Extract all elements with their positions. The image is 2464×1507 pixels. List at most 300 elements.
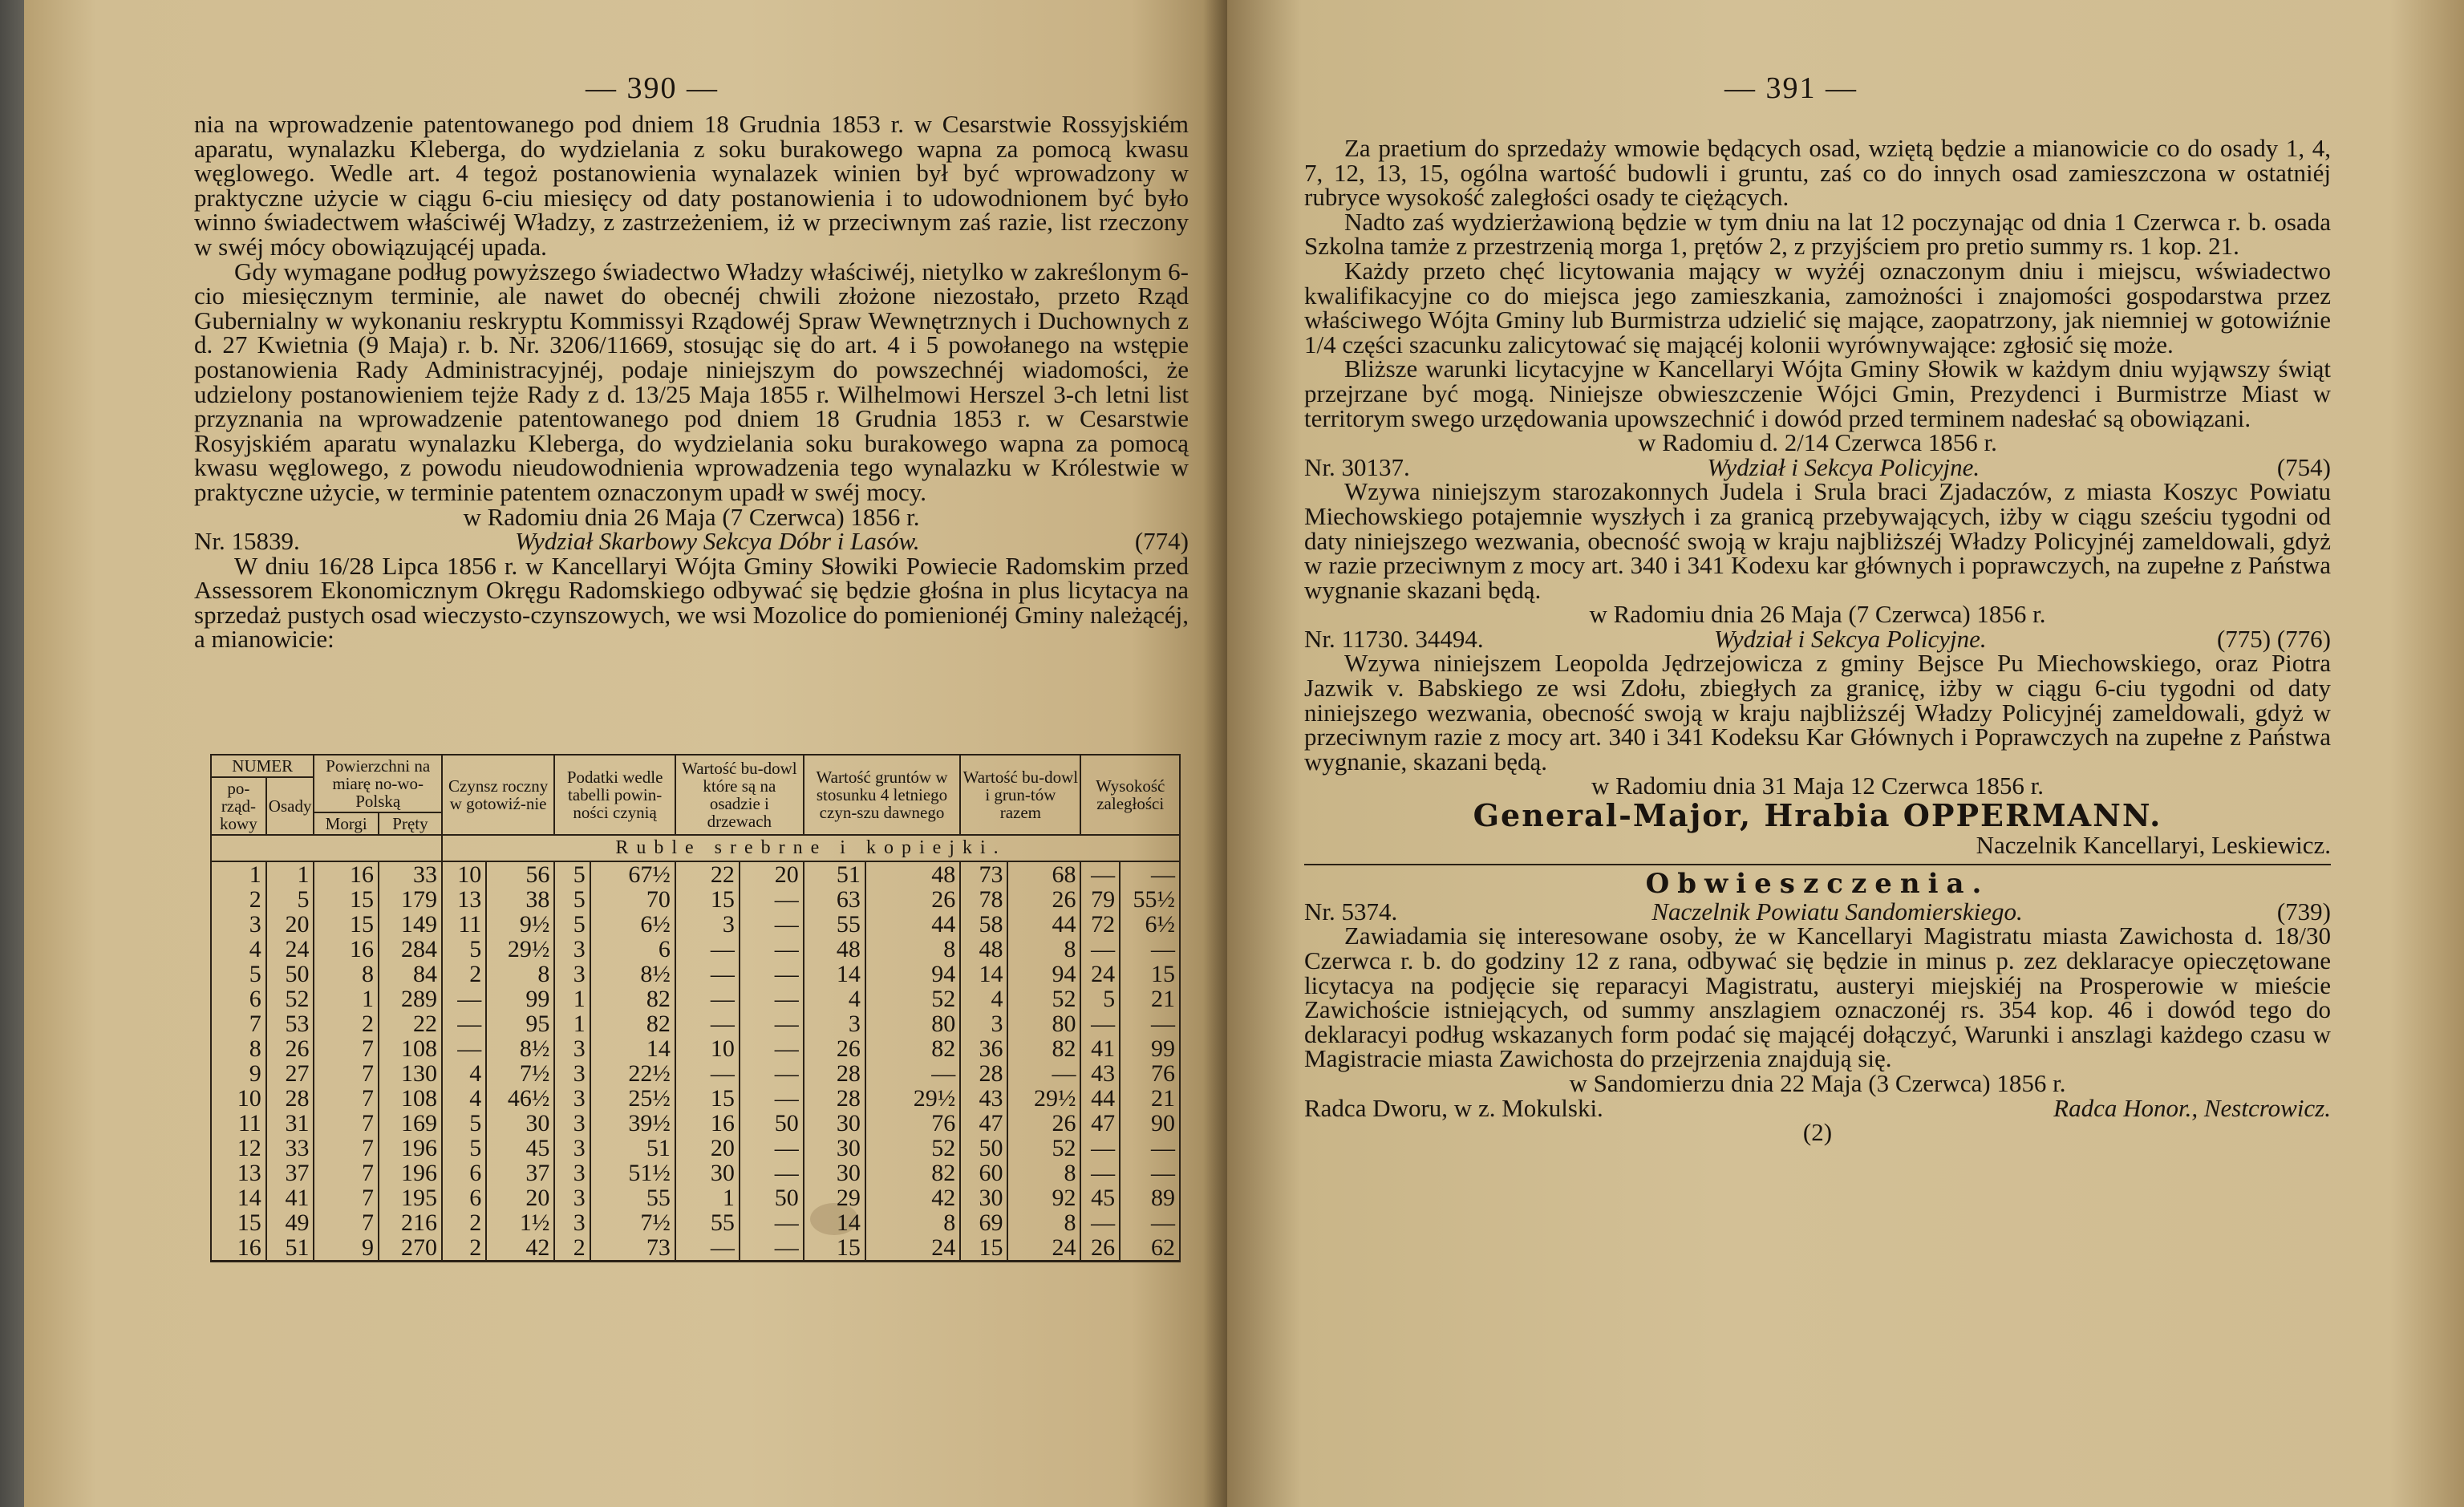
table-cell: — (1080, 861, 1120, 887)
table-cell: 43 (960, 1086, 1007, 1111)
table-cell: 45 (486, 1136, 554, 1161)
table-cell: 3 (675, 912, 740, 937)
table-cell: 50 (960, 1136, 1007, 1161)
col-header-podatki: Podatki wedle tabelli powin-ności czynią (554, 755, 675, 835)
col-header-wartosc-budowli: Wartość bu-dowl które są na osadzie i drzewach (675, 755, 804, 835)
table-cell: 47 (960, 1111, 1007, 1136)
ref-department: Wydział Skarbowy Sekcya Dóbr i Lasów. (515, 527, 920, 556)
table-cell: 15 (211, 1210, 266, 1235)
table-cell: 21 (1120, 986, 1180, 1011)
table-cell: 56 (486, 861, 554, 887)
table-cell: — (1080, 1161, 1120, 1185)
table-cell: 179 (379, 887, 442, 912)
table-cell: 51 (804, 861, 865, 887)
table-cell: 45 (1080, 1185, 1120, 1210)
table-cell: 79 (1080, 887, 1120, 912)
table-cell: 20 (675, 1136, 740, 1161)
table-cell: — (1080, 1011, 1120, 1036)
table-cell: 8 (1007, 1161, 1080, 1185)
table-cell: 94 (865, 962, 960, 986)
table-cell: 20 (740, 861, 804, 887)
table-cell: — (740, 1136, 804, 1161)
paragraph: Gdy wymagane podług powyższego świadectwo Władzy właściwéj, nietylko w zakreślonym 6-cio miesięcznym terminie, ale nawet do obecnéj chwili złożone niezostało, przeto Rząd Gubernialny w wykonaniu reskryptu Kommissyi Rządowéj Spraw Wewnętrznych i Duchownych z d. 27 Kwietnia (9 Maja) r. b. Nr. 3206/11669, stosując się do art. 4 i 5 powołanego na wstępie postanowienia Rady Administracyjnéj, podaje niniejszym do powszechnéj wiadomości, że udzielony postanowieniem tejże Rady z d. 13/25 Maja 1855 r. Wilhelmowi Herszel 3-ch letni list przyznania na wprowadzenie patentowanego pod dniem 18 Grudnia 1853 r. w Cesarstwie Rosyjskiém aparatu wynalazku Kleberga, do wydzielania soku burakowego wapna za pomocą kwasu węglowego, z powodu nieudowodnienia wprowadzenia tego wynalazku w Królestwie w praktyczne użycie, w terminie patentem oznaczonym upadł w swéj mocy. (194, 257, 1189, 506)
table-row (211, 1235, 1180, 1262)
table-cell: 5 (554, 887, 590, 912)
table-cell: — (1080, 1210, 1120, 1235)
table-cell: 11 (442, 912, 486, 937)
table-cell: — (740, 1161, 804, 1185)
table-cell: 8½ (486, 1036, 554, 1061)
table-cell: 55½ (1120, 887, 1180, 912)
table-cell: 6½ (1120, 912, 1180, 937)
table-cell: 11 (211, 1111, 266, 1136)
table-cell: 52 (1007, 986, 1080, 1011)
right-page (1227, 0, 2464, 1507)
settlement-table (210, 754, 1181, 1262)
table-cell: 5 (442, 1136, 486, 1161)
table-cell: 44 (1007, 912, 1080, 937)
table-cell: 15 (804, 1235, 865, 1262)
table-cell: 15 (314, 887, 379, 912)
table-cell: 44 (1080, 1086, 1120, 1111)
table-cell: 99 (486, 986, 554, 1011)
table-cell: 8 (1007, 937, 1080, 962)
table-cell: 24 (266, 937, 314, 962)
ref-department: Wydział i Sekcya Policyjne. (1713, 624, 1987, 653)
reference-line (1304, 452, 2331, 481)
table-cell: 26 (1007, 1111, 1080, 1136)
table-cell: 72 (1080, 912, 1120, 937)
table-row (211, 887, 1180, 912)
table-cell: — (1080, 1136, 1120, 1161)
table-cell: 7 (314, 1185, 379, 1210)
table-cell: 28 (960, 1061, 1007, 1086)
ref-department: Naczelnik Powiatu Sandomierskiego. (1651, 897, 2023, 926)
ref-number: Nr. 11730. 34494. (1304, 624, 1484, 653)
table-cell: 82 (590, 1011, 675, 1036)
table-row (211, 912, 1180, 937)
table-cell: 284 (379, 937, 442, 962)
table-cell: 9½ (486, 912, 554, 937)
table-cell: 73 (960, 861, 1007, 887)
table-cell: 33 (379, 861, 442, 887)
table-cell: 6 (590, 937, 675, 962)
table-cell: 48 (804, 937, 865, 962)
divider (1304, 864, 2331, 865)
table-cell: 37 (266, 1161, 314, 1185)
table-cell: 50 (266, 962, 314, 986)
table-cell: 26 (865, 887, 960, 912)
table-cell: 14 (804, 962, 865, 986)
table-cell: 50 (740, 1185, 804, 1210)
ref-code: (775) (776) (2216, 624, 2331, 653)
left-text-column (194, 112, 1189, 652)
table-cell: 69 (960, 1210, 1007, 1235)
reference-line (1304, 624, 2331, 653)
table-cell: — (740, 986, 804, 1011)
table-cell: 30 (675, 1161, 740, 1185)
table-cell: 10 (442, 861, 486, 887)
table-cell: 41 (1080, 1036, 1120, 1061)
table-cell: 25½ (590, 1086, 675, 1111)
table-cell: 7 (314, 1210, 379, 1235)
table-cell: — (865, 1061, 960, 1086)
table-cell: 196 (379, 1136, 442, 1161)
table-cell: 31 (266, 1111, 314, 1136)
table-cell: 38 (486, 887, 554, 912)
table-cell: 9 (211, 1061, 266, 1086)
unit-label: Ruble srebrne i kopiejki. (442, 835, 1180, 861)
table-row (211, 1185, 1180, 1210)
table-cell: 8½ (590, 962, 675, 986)
date-line: w Radomiu dnia 26 Maja (7 Czerwca) 1856 r. (463, 502, 920, 531)
table-cell: 4 (960, 986, 1007, 1011)
table-row (211, 1111, 1180, 1136)
paragraph: W dniu 16/28 Lipca 1856 r. w Kancellaryi Wójta Gminy Słowiki Powiecie Radomskim przed Assessorem Ekonomicznym Okręgu Radomskiego odbywać się będzie głośna in plus licytacya na sprzedaż pustych osad wieczysto-czynszowych, we wsi Mozolice do pomienionéj Gminy należącéj, a mianowicie: (194, 551, 1189, 654)
table-cell: 7 (211, 1011, 266, 1036)
table-cell: 48 (960, 937, 1007, 962)
table-cell: 42 (865, 1185, 960, 1210)
table-cell: 108 (379, 1036, 442, 1061)
table-cell: 289 (379, 986, 442, 1011)
table-cell: 26 (1080, 1235, 1120, 1262)
date-line: w Sandomierzu dnia 22 Maja (3 Czerwca) 1856 r. (1569, 1068, 2066, 1097)
date-line: w Radomiu d. 2/14 Czerwca 1856 r. (1638, 428, 1997, 457)
table-cell: — (740, 1235, 804, 1262)
table-cell: — (675, 1011, 740, 1036)
table-cell: 51½ (590, 1161, 675, 1185)
table-cell: — (675, 1235, 740, 1262)
table-cell: 1 (675, 1185, 740, 1210)
table-cell: 6½ (590, 912, 675, 937)
table-cell: 8 (486, 962, 554, 986)
table-row (211, 1061, 1180, 1086)
table-cell: 1 (211, 861, 266, 887)
table-cell: 7½ (486, 1061, 554, 1086)
table-cell: — (1120, 1161, 1180, 1185)
table-cell: 270 (379, 1235, 442, 1262)
table-cell: 55 (675, 1210, 740, 1235)
table-cell: 5 (554, 861, 590, 887)
table-cell: 13 (211, 1161, 266, 1185)
signature-general: General-Major, Hrabia OPPERMANN. (1473, 797, 2162, 834)
table-row (211, 1086, 1180, 1111)
table-cell: 15 (314, 912, 379, 937)
table-cell: 29½ (1007, 1086, 1080, 1111)
paragraph: Zawiadamia się interesowane osoby, że w Kancellaryi Magistratu miasta Zawichosta d. 18/30 Czerwca r. b. do godziny 12 z rana, odbywać się będzie in minus p. zez deklaracye opieczętowane licytacya na podjęcie się reparacyi Magistratu, austeryi miejskiéj na Prosperowie w mieście Zawichoście istniejących, od summy anszlagiem oznaczonéj rs. 354 kop. 46 i dowód tego do deklaracyi podług wskazanych form podać się mającéj dołączyć, Warunki i anszlagi każdego czasu w Magistracie miasta Zawichosta do przejrzenia znajdują się. (1304, 922, 2331, 1073)
paragraph: Bliższe warunki licytacyjne w Kancellaryi Wójta Gminy Słowik w każdym dniu wyjąwszy świąt przejrzane być mogą. Niniejsze obwieszczenie Wójci Gmin, Prezydenci i Burmistrze Miast w territorym swego urzędowania upowszechnić i dowód przed terminem nadesłać są obowiązani. (1304, 354, 2331, 432)
table-cell: 55 (804, 912, 865, 937)
table-cell: 6 (442, 1185, 486, 1210)
table-cell: — (740, 912, 804, 937)
table-cell: 7 (314, 1061, 379, 1086)
table-cell: 5 (1080, 986, 1120, 1011)
paragraph: Wzywa niniejszem Leopolda Jędrzejowicza z gminy Bejsce Pu Miechowskiego, oraz Piotra Jazwik v. Babskiego ze wsi Zdołu, zbiegłych za granicę, iżby w ciągu 6-ciu tygodni od daty niniejszego wezwania, obecność swoją w kraju najbliższéj Władzy Policyjnéj zameldowali, gdyż w przeciwnym razie z mocy art. 340 i 341 Kodeksu Kar Głównych i Poprawczych na zupełne z Państwa wygnanie, skazani będą. (1304, 649, 2331, 776)
table-cell: 60 (960, 1161, 1007, 1185)
table-cell: 39½ (590, 1111, 675, 1136)
table-cell: 5 (442, 1111, 486, 1136)
table-cell: 68 (1007, 861, 1080, 887)
table-cell: 149 (379, 912, 442, 937)
table-cell: 28 (266, 1086, 314, 1111)
paragraph: nia na wprowadzenie patentowanego pod dniem 18 Grudnia 1853 r. w Cesarstwie Rossyjskiém aparatu, wynalazku Kleberga, do wydzielania z soku burakowego wapna za pomocą kwasu węglowego. Wedle art. 4 tegoż postanowienia wynalazek winien był być wprowadzony w praktyczne użycie w ciągu 6-ciu miesięcy od daty postanowienia i to udowodnionem być było winno świadectwem właściwéj Władzy, z zastrzeżeniem, iż w przeciwnym zaś razie, list rzeczony w swéj mócy obowiązującéj upada. (194, 110, 1189, 261)
table-cell: 16 (314, 861, 379, 887)
table-cell: — (1120, 1011, 1180, 1036)
table-cell: 13 (442, 887, 486, 912)
table-cell: 3 (554, 937, 590, 962)
table-cell: 26 (1007, 887, 1080, 912)
table-cell: 30 (486, 1111, 554, 1136)
table-cell: 30 (804, 1111, 865, 1136)
table-cell: 58 (960, 912, 1007, 937)
table-cell: 82 (590, 986, 675, 1011)
table-cell: 22 (675, 861, 740, 887)
table-cell: 24 (1007, 1235, 1080, 1262)
ref-number: Nr. 15839. (194, 527, 300, 556)
table-cell: 7 (314, 1086, 379, 1111)
table-cell: 27 (266, 1061, 314, 1086)
table-cell: 43 (1080, 1061, 1120, 1086)
table-cell: 89 (1120, 1185, 1180, 1210)
sign-left: Radca Dworu, w z. Mokulski. (1304, 1093, 1603, 1122)
table-cell: 30 (804, 1161, 865, 1185)
table-cell: 2 (442, 1210, 486, 1235)
paragraph: Wzywa niniejszym starozakonnych Judela i Srula braci Zjadaczów, z miasta Koszyc Powiatu Miechowskiego potajemnie wyszłych i za granicą przebywających, iżby w ciągu sześciu tygodni od daty niniejszego wezwania, obecność swoją w kraju najbliższéj Władzy Policyjnéj zameldowali, gdyż w razie przeciwnym z mocy art. 340 i 341 Kodexu kar głównych i poprawczych, na zupełne z Państwa wygnanie skazani będą. (1304, 477, 2331, 604)
table-cell: — (442, 986, 486, 1011)
table-cell: 99 (1120, 1036, 1180, 1061)
table-cell: 5 (266, 887, 314, 912)
table-cell: — (1120, 1210, 1180, 1235)
table-cell: — (1120, 861, 1180, 887)
table-cell: 33 (266, 1136, 314, 1161)
date-line: w Radomiu dnia 26 Maja (7 Czerwca) 1856 r. (1589, 600, 2046, 629)
table-cell: 2 (442, 1235, 486, 1262)
table-cell: 14 (211, 1185, 266, 1210)
table-cell: — (442, 1011, 486, 1036)
table-cell: 8 (314, 962, 379, 986)
table-cell: — (740, 937, 804, 962)
table-cell: 84 (379, 962, 442, 986)
sign-right: Radca Honor., Nestcrowicz. (2053, 1093, 2331, 1122)
table-cell: 8 (211, 1036, 266, 1061)
table-cell: 14 (804, 1210, 865, 1235)
table-cell: 52 (1007, 1136, 1080, 1161)
paragraph: Za praetium do sprzedaży wmowie będących osad, wziętą będzie a mianowicie co do osady 1, 4, 7, 12, 13, 15, ogólna wartość budowli i gruntu, zaś co do innych osad zamieszczona w ostatniéj rubryce wysokość zaległości osady te ciężących. (1304, 134, 2331, 212)
table-cell: 28 (804, 1086, 865, 1111)
table-cell: 3 (554, 962, 590, 986)
table-cell: 1 (266, 861, 314, 887)
table-cell: 4 (442, 1086, 486, 1111)
table-cell: 169 (379, 1111, 442, 1136)
table-cell: — (1080, 937, 1120, 962)
table-cell: 22 (379, 1011, 442, 1036)
table-cell: 90 (1120, 1111, 1180, 1136)
table-cell: 195 (379, 1185, 442, 1210)
table-cell: 55 (590, 1185, 675, 1210)
table-cell: 5 (442, 937, 486, 962)
table-cell: 82 (1007, 1036, 1080, 1061)
table-cell: 62 (1120, 1235, 1180, 1262)
table-cell: 48 (865, 861, 960, 887)
table-cell: — (740, 1086, 804, 1111)
table-cell: 12 (211, 1136, 266, 1161)
ref-number: Nr. 30137. (1304, 452, 1410, 481)
table-cell: — (675, 937, 740, 962)
ref-code: (754) (2276, 452, 2331, 481)
table-cell: 30 (960, 1185, 1007, 1210)
table-cell: 92 (1007, 1185, 1080, 1210)
paragraph: Każdy przeto chęć licytowania mający w wyżéj oznaczonym dniu i miejscu, wświadectwo kwalifikacyjne co do miejsca jego zamieszkania, zamożności i znajomości gospodarstwa przez właściwego Wójta Gminy lub Burmistrza udzielić się mające, zaopatrzony, jak niemniej w gotowiźnie 1/4 części szacunku zalicytować się mającéj kolonii wyrównywające: zgłosić się może. (1304, 256, 2331, 359)
table-cell: 29 (804, 1185, 865, 1210)
table-cell: 36 (960, 1036, 1007, 1061)
table-cell: 41 (266, 1185, 314, 1210)
table-cell: 44 (865, 912, 960, 937)
table-row (211, 937, 1180, 962)
footer-mark: (2) (1802, 1118, 1833, 1147)
table-cell: 82 (865, 1036, 960, 1061)
col-header-czynsz: Czynsz roczny w gotowiź-nie (442, 755, 554, 835)
table-cell: 82 (865, 1161, 960, 1185)
table-cell: 29½ (486, 937, 554, 962)
table-cell: — (740, 1036, 804, 1061)
col-header-numer: NUMER (211, 755, 314, 777)
table-cell: 16 (314, 937, 379, 962)
ref-code: (774) (1134, 527, 1189, 556)
col-header-morgi: Morgi (314, 812, 379, 835)
table-cell: 3 (211, 912, 266, 937)
table-cell: 9 (314, 1235, 379, 1262)
table-cell: 4 (442, 1061, 486, 1086)
col-header-prety: Pręty (379, 812, 442, 835)
signatures-line (1304, 1093, 2331, 1122)
table-cell: 26 (804, 1036, 865, 1061)
table-cell: 5 (211, 962, 266, 986)
table-cell: 7½ (590, 1210, 675, 1235)
table-cell: 52 (865, 986, 960, 1011)
table-cell: 2 (314, 1011, 379, 1036)
table-cell: 4 (804, 986, 865, 1011)
table-cell: 3 (804, 1011, 865, 1036)
table-row (211, 1036, 1180, 1061)
table-cell: 130 (379, 1061, 442, 1086)
table-row (211, 1011, 1180, 1036)
table-cell: 76 (1120, 1061, 1180, 1086)
table-cell: — (442, 1036, 486, 1061)
table-cell: 10 (211, 1086, 266, 1111)
table-cell: 1 (554, 986, 590, 1011)
table-cell: 73 (590, 1235, 675, 1262)
table-cell: 14 (960, 962, 1007, 986)
table-cell: — (1007, 1061, 1080, 1086)
table-cell: 80 (865, 1011, 960, 1036)
table-cell: 196 (379, 1161, 442, 1185)
reference-line (194, 529, 1189, 554)
ref-code: (739) (2276, 897, 2331, 926)
table-row (211, 1210, 1180, 1235)
table-cell: 8 (1007, 1210, 1080, 1235)
table-cell: 108 (379, 1086, 442, 1111)
table-cell: — (675, 1061, 740, 1086)
table-row (211, 1161, 1180, 1185)
table-cell: 3 (554, 1086, 590, 1111)
table-cell: 3 (960, 1011, 1007, 1036)
table-cell: 78 (960, 887, 1007, 912)
table-cell: 24 (865, 1235, 960, 1262)
col-header-powierzchnia: Powierzchni na miarę no-wo-Polską (314, 755, 441, 812)
section-heading: Obwieszczenia. (1645, 868, 1990, 901)
ref-number: Nr. 5374. (1304, 897, 1398, 926)
table-cell: 7 (314, 1111, 379, 1136)
table-cell: 37 (486, 1161, 554, 1185)
table-cell: 53 (266, 1011, 314, 1036)
ref-department: Wydział i Sekcya Policyjne. (1707, 452, 1980, 481)
table-cell: — (1120, 937, 1180, 962)
table-cell: 2 (554, 1235, 590, 1262)
table-cell: 52 (266, 986, 314, 1011)
table-cell: 7 (314, 1161, 379, 1185)
table-cell: 15 (675, 887, 740, 912)
table-cell: 30 (804, 1136, 865, 1161)
table-cell: 14 (590, 1036, 675, 1061)
table-cell: — (740, 1011, 804, 1036)
table-cell: 3 (554, 1111, 590, 1136)
table-cell: 24 (1080, 962, 1120, 986)
col-header-razem: Wartość bu-dowl i grun-tów razem (960, 755, 1080, 835)
date-line: w Radomiu dnia 31 Maja 12 Czerwca 1856 r. (1591, 772, 2044, 800)
reference-line (1304, 897, 2331, 926)
table-row (211, 861, 1180, 887)
table-cell: 20 (266, 912, 314, 937)
table-cell: 1½ (486, 1210, 554, 1235)
page-number: — 391 — (1724, 71, 1858, 105)
table-cell: 15 (960, 1235, 1007, 1262)
table-cell: — (740, 1210, 804, 1235)
table-cell: 20 (486, 1185, 554, 1210)
table-cell: 94 (1007, 962, 1080, 986)
right-text-column (1304, 136, 2331, 1145)
table-cell: 8 (865, 1210, 960, 1235)
table-cell: — (675, 962, 740, 986)
chancellor-line: Naczelnik Kancellaryi, Leskiewicz. (1976, 830, 2331, 859)
table-cell: 3 (554, 1061, 590, 1086)
table-cell: 16 (211, 1235, 266, 1262)
table-row (211, 986, 1180, 1011)
left-page (24, 0, 1227, 1507)
page-number: — 390 — (586, 71, 719, 105)
table-cell: — (740, 1061, 804, 1086)
table-cell: 3 (554, 1136, 590, 1161)
paragraph: Nadto zaś wydzierżawioną będzie w tym dniu na lat 12 poczynając od dnia 1 Czerwca r. b. osada Szkolna tamże z przestrzenią morga 1, prętów 2, z przyjściem pro pretio summy rs. 1 kop. 21. (1304, 207, 2331, 261)
table-cell: 7 (314, 1036, 379, 1061)
table-cell: 2 (442, 962, 486, 986)
table-cell: 15 (1120, 962, 1180, 986)
table-cell: 29½ (865, 1086, 960, 1111)
table-cell: 67½ (590, 861, 675, 887)
table-cell: 3 (554, 1036, 590, 1061)
col-header-osady: Osady (266, 777, 314, 835)
table-cell: — (675, 986, 740, 1011)
table-cell: 10 (675, 1036, 740, 1061)
table-cell: 7 (314, 1136, 379, 1161)
table-row (211, 962, 1180, 986)
table-cell: 42 (486, 1235, 554, 1262)
table-cell: 26 (266, 1036, 314, 1061)
table-cell: 6 (442, 1161, 486, 1185)
table-row (211, 1136, 1180, 1161)
table-cell: 16 (675, 1111, 740, 1136)
table-cell: 22½ (590, 1061, 675, 1086)
table-cell: 3 (554, 1210, 590, 1235)
